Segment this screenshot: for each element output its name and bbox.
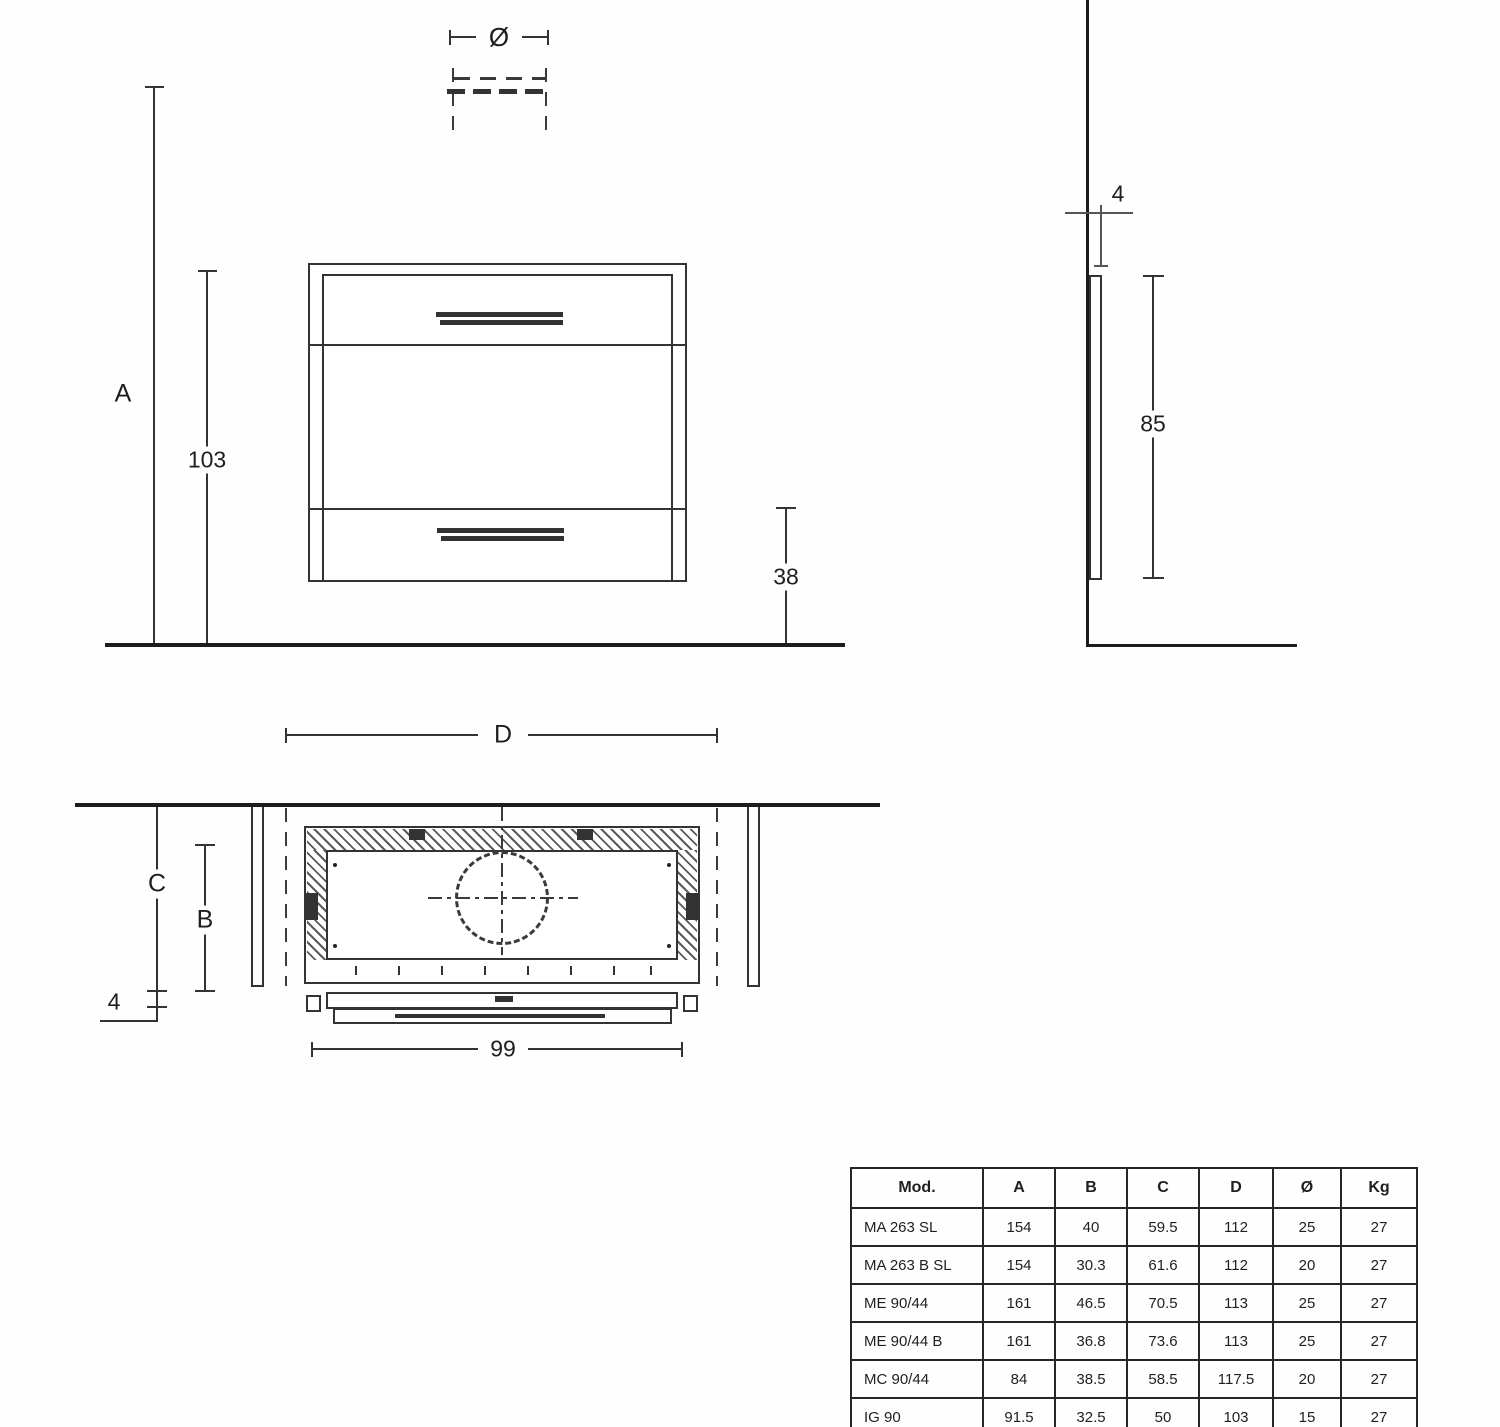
side-dim-4-tick-bottom [1094, 265, 1108, 267]
dim-d-line-l [286, 734, 478, 736]
bottom-handle-bar [437, 528, 564, 533]
spec-value-cell: 161 [983, 1284, 1055, 1322]
spec-col-header: C [1127, 1168, 1199, 1208]
niche-wall-right-inner [747, 807, 749, 987]
dim-b-tick-bottom [195, 990, 215, 992]
spec-value-cell: 27 [1341, 1322, 1417, 1360]
wall-block-top-right [577, 829, 593, 840]
screw-dot-tl [333, 863, 337, 867]
screw-dot-bl [333, 944, 337, 948]
spec-value-cell: 154 [983, 1246, 1055, 1284]
appliance-front-body [308, 263, 687, 582]
dim-99-line-l [312, 1048, 478, 1050]
spec-table [850, 1167, 1418, 1427]
top-handle-bar-2 [440, 320, 563, 325]
table-row [851, 1360, 1417, 1398]
spec-value-cell: 40 [1055, 1208, 1127, 1246]
spec-table-body [851, 1208, 1417, 1427]
plan-horizontal-centerline [428, 897, 578, 899]
front-right-column-line [671, 275, 673, 580]
spec-value-cell: 27 [1341, 1246, 1417, 1284]
dim-c-line [156, 807, 158, 992]
flue-duct-dashed-top [454, 77, 546, 80]
spec-value-cell: 36.8 [1055, 1322, 1127, 1360]
dim-a-line [153, 87, 155, 643]
table-row [851, 1246, 1417, 1284]
dim-d-label: D [489, 721, 517, 750]
spec-value-cell: 103 [1199, 1398, 1273, 1427]
grate-tick-4 [484, 966, 486, 975]
spec-value-cell: 113 [1199, 1322, 1273, 1360]
grate-tick-2 [398, 966, 400, 975]
flue-dim-line-r [522, 36, 548, 38]
spec-value-cell: 117.5 [1199, 1360, 1273, 1398]
spec-value-cell: 112 [1199, 1208, 1273, 1246]
screw-dot-br [667, 944, 671, 948]
spec-value-cell: 84 [983, 1360, 1055, 1398]
grate-tick-7 [613, 966, 615, 975]
front-frame-center-mark [495, 996, 513, 1002]
dim-85-label: 85 [1135, 411, 1171, 438]
side-dim-4-extension [1100, 205, 1102, 267]
bottom-handle-bar-2 [441, 536, 564, 541]
niche-wall-left-cap [251, 985, 264, 987]
spec-table-header-row [851, 1168, 1417, 1208]
model-name-cell: MA 263 B SL [851, 1246, 983, 1284]
spec-value-cell: 161 [983, 1322, 1055, 1360]
table-row [851, 1398, 1417, 1427]
plan-vertical-centerline [501, 807, 503, 955]
spec-value-cell: 25 [1273, 1284, 1341, 1322]
spec-col-header: Ø [1273, 1168, 1341, 1208]
spec-value-cell: 61.6 [1127, 1246, 1199, 1284]
spec-value-cell: 20 [1273, 1246, 1341, 1284]
dim-b-label: B [192, 906, 219, 935]
dim-38-label: 38 [768, 564, 804, 591]
model-name-cell: MC 90/44 [851, 1360, 983, 1398]
front-left-column-line [322, 275, 324, 580]
spec-value-cell: 27 [1341, 1360, 1417, 1398]
dim-103-label: 103 [183, 447, 231, 474]
spec-value-cell: 30.3 [1055, 1246, 1127, 1284]
dim-a-label: A [114, 379, 132, 408]
front-frame-foot-left [306, 995, 321, 1012]
table-row [851, 1208, 1417, 1246]
side-dim-4-label: 4 [1111, 180, 1125, 207]
model-name-cell: MA 263 SL [851, 1208, 983, 1246]
spec-col-header: Mod. [851, 1168, 983, 1208]
spec-col-header: B [1055, 1168, 1127, 1208]
spec-value-cell: 154 [983, 1208, 1055, 1246]
niche-wall-right-outer [758, 807, 760, 987]
spec-value-cell: 25 [1273, 1208, 1341, 1246]
wall-block-right [686, 893, 698, 920]
recess-dashed-right [716, 808, 718, 986]
spec-value-cell: 27 [1341, 1284, 1417, 1322]
model-name-cell: ME 90/44 B [851, 1322, 983, 1360]
dim-d-line-r [528, 734, 718, 736]
wall-block-left [306, 893, 318, 920]
niche-wall-left-inner [262, 807, 264, 987]
dim-c-label: C [143, 870, 171, 899]
plan-dim-4-label: 4 [107, 988, 121, 1015]
flue-collar-line [447, 89, 551, 94]
front-top-inner-line [322, 274, 673, 276]
plan-dim-4-leader [100, 1020, 158, 1022]
screw-dot-tr [667, 863, 671, 867]
grate-tick-8 [650, 966, 652, 975]
table-row [851, 1284, 1417, 1322]
plan-dim-4-tick [147, 1006, 167, 1008]
spec-value-cell: 58.5 [1127, 1360, 1199, 1398]
flue-dim-line-l [450, 36, 476, 38]
spec-value-cell: 70.5 [1127, 1284, 1199, 1322]
grate-tick-6 [570, 966, 572, 975]
grate-tick-5 [527, 966, 529, 975]
recess-dashed-left [285, 808, 287, 986]
spec-col-header: D [1199, 1168, 1273, 1208]
side-dim-4-line [1065, 212, 1133, 214]
flue-diameter-label: Ø [488, 22, 510, 52]
appliance-side-profile [1089, 275, 1102, 580]
model-name-cell: IG 90 [851, 1398, 983, 1427]
model-name-cell: ME 90/44 [851, 1284, 983, 1322]
grate-tick-3 [441, 966, 443, 975]
spec-value-cell: 32.5 [1055, 1398, 1127, 1427]
front-lower-divider [310, 508, 685, 510]
spec-value-cell: 113 [1199, 1284, 1273, 1322]
front-upper-divider [310, 344, 685, 346]
spec-value-cell: 20 [1273, 1360, 1341, 1398]
spec-value-cell: 27 [1341, 1208, 1417, 1246]
side-floor-line [1086, 644, 1297, 647]
front-fascia-bar [395, 1014, 605, 1018]
wall-block-top-left [409, 829, 425, 840]
niche-wall-left-outer [251, 807, 253, 987]
spec-col-header: Kg [1341, 1168, 1417, 1208]
spec-value-cell: 50 [1127, 1398, 1199, 1427]
niche-wall-right-cap [747, 985, 760, 987]
spec-value-cell: 27 [1341, 1398, 1417, 1427]
spec-col-header: A [983, 1168, 1055, 1208]
spec-value-cell: 112 [1199, 1246, 1273, 1284]
spec-value-cell: 91.5 [983, 1398, 1055, 1427]
dim-99-line-r [528, 1048, 682, 1050]
top-handle-bar [436, 312, 563, 317]
front-frame-foot-right [683, 995, 698, 1012]
spec-value-cell: 59.5 [1127, 1208, 1199, 1246]
spec-value-cell: 15 [1273, 1398, 1341, 1427]
spec-value-cell: 46.5 [1055, 1284, 1127, 1322]
front-floor-line [105, 643, 845, 647]
spec-value-cell: 38.5 [1055, 1360, 1127, 1398]
table-row [851, 1322, 1417, 1360]
spec-value-cell: 25 [1273, 1322, 1341, 1360]
spec-value-cell: 73.6 [1127, 1322, 1199, 1360]
dim-99-label: 99 [485, 1036, 521, 1063]
grate-tick-1 [355, 966, 357, 975]
